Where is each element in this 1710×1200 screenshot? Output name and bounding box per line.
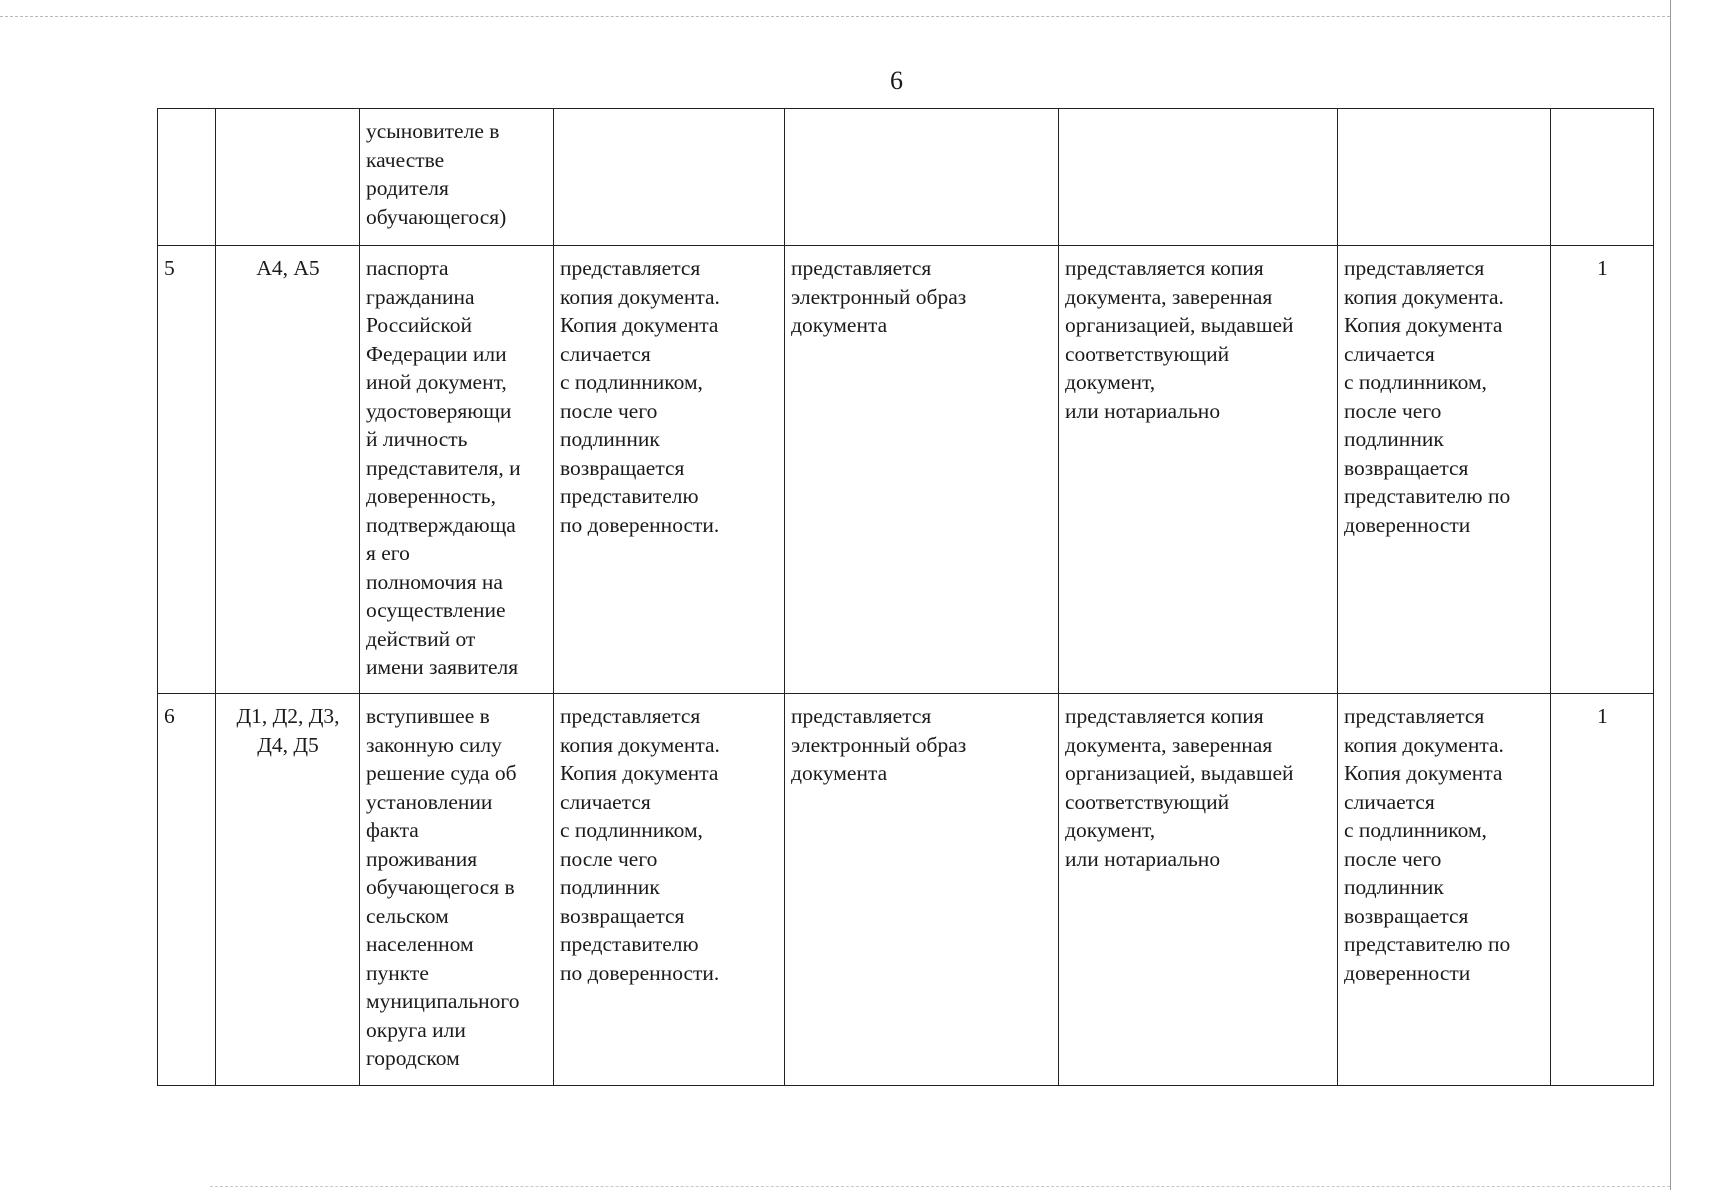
table-row (158, 246, 1654, 694)
scan-edge-bottom (210, 1186, 1670, 1187)
table-cell-col7 (1338, 109, 1551, 246)
table-cell-col4 (554, 109, 785, 246)
documents-table (157, 108, 1654, 1086)
table-cell-codes: А4, А5 (216, 246, 360, 694)
table-cell-col6: представляется копия документа, заверенная организацией, выдавшей соответствующий документ, или нотариально (1059, 246, 1338, 694)
table-cell-count: 1 (1551, 246, 1654, 694)
table-row-continued (158, 109, 1654, 246)
table-cell-col4: представляется копия документа. Копия документа сличается с подлинником, после чего подлинник возвращается представителю по доверенности. (554, 694, 785, 1086)
table-cell-codes (216, 109, 360, 246)
table-cell-document: паспорта гражданина Российской Федерации или иной документ, удостоверяющи й личность представителя, и доверенность, подтверждающа я его полномочия на осуществление действий от имени заявителя (360, 246, 554, 694)
table-cell-col7: представляется копия документа. Копия документа сличается с подлинником, после чего подлинник возвращается представителю по доверенности (1338, 694, 1551, 1086)
table-cell-col4: представляется копия документа. Копия документа сличается с подлинником, после чего подлинник возвращается представителю по доверенности. (554, 246, 785, 694)
table-cell-codes: Д1, Д2, Д3, Д4, Д5 (216, 694, 360, 1086)
table-cell-col6 (1059, 109, 1338, 246)
table-cell-col5 (785, 109, 1059, 246)
table-cell-document: усыновителе в качестве родителя обучающегося) (360, 109, 554, 246)
scan-edge-top (0, 16, 1670, 17)
table-cell-col5: представляется электронный образ документа (785, 694, 1059, 1086)
scan-edge-right (1670, 0, 1671, 1190)
table-cell-num: 6 (158, 694, 216, 1086)
table-cell-count: 1 (1551, 694, 1654, 1086)
table-cell-col7: представляется копия документа. Копия документа сличается с подлинником, после чего подлинник возвращается представителю по доверенности (1338, 246, 1551, 694)
table-cell-document: вступившее в законную силу решение суда об установлении факта проживания обучающегося в сельском населенном пункте муниципального округа или городском (360, 694, 554, 1086)
table-cell-num: 5 (158, 246, 216, 694)
table-cell-col6: представляется копия документа, заверенная организацией, выдавшей соответствующий документ, или нотариально (1059, 694, 1338, 1086)
page-number: 6 (890, 66, 903, 95)
table-row (158, 694, 1654, 1086)
table-cell-col5: представляется электронный образ документа (785, 246, 1059, 694)
table-cell-count (1551, 109, 1654, 246)
table-cell-num (158, 109, 216, 246)
